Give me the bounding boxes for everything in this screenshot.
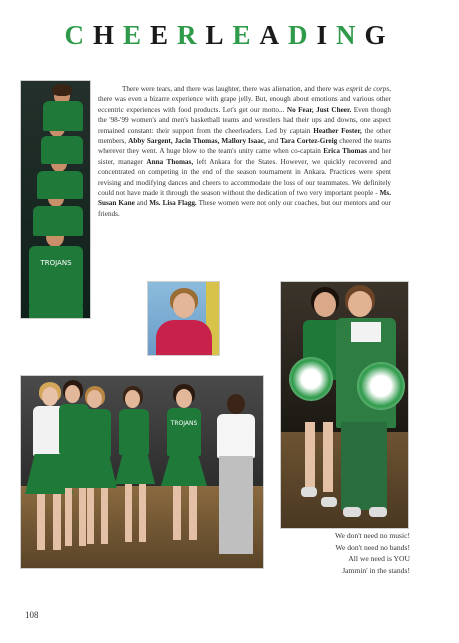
quote-line: Jammin' in the stands! [342,565,410,575]
photo-pompom-duo [280,281,409,529]
quote-line: We don't need no bands! [335,542,410,552]
quote-line: All we need is YOU [348,554,410,563]
page-number: 108 [25,610,39,620]
photo-stacked-cheerleaders: TROJANS [20,80,91,319]
cheer-quote [288,530,410,576]
photo-coach-portrait [147,281,220,356]
page-title: CHEERLEADING [64,20,395,50]
quote-line: We don't need no music! [335,531,410,540]
story-text: There were tears, and there was laughter, there was alienation, and there was esprit de corps, there was even a bizarre experience with grape jelly. But, enough about emotions and various other eccentric experiences with food products. Let's get our motto... No Fear, Just Cheer. Even though the '98-'99 women's and men's basketball teams and wrestlers had their ups and downs, one aspect remained constant: their support from the cheerleaders. Led by captain Heather Foster, the other members, Abby Sargent, Jacin Thomas, Mallory Isaac, and Tara Cortez-Greig cheered the teams wherever they went. A huge blow to the team's unity came when co-captain Erica Thomas and her sister, manager Anna Thomas, left Ankara for the States. However, we quickly recovered and concentrated on competing in the end of the season tournament in Ankara. Practices were spent revising and modifying dances and cheers to accommodate the loss of our teammates. We definitely could not have made it through the season without the dedication of two very important people - Ms. Susan Kane and Ms. Lisa Flagg. These women were not only our coaches, but our mentors and our friends. [98,85,392,218]
photo-squad-lineup: TROJANS [20,375,264,569]
